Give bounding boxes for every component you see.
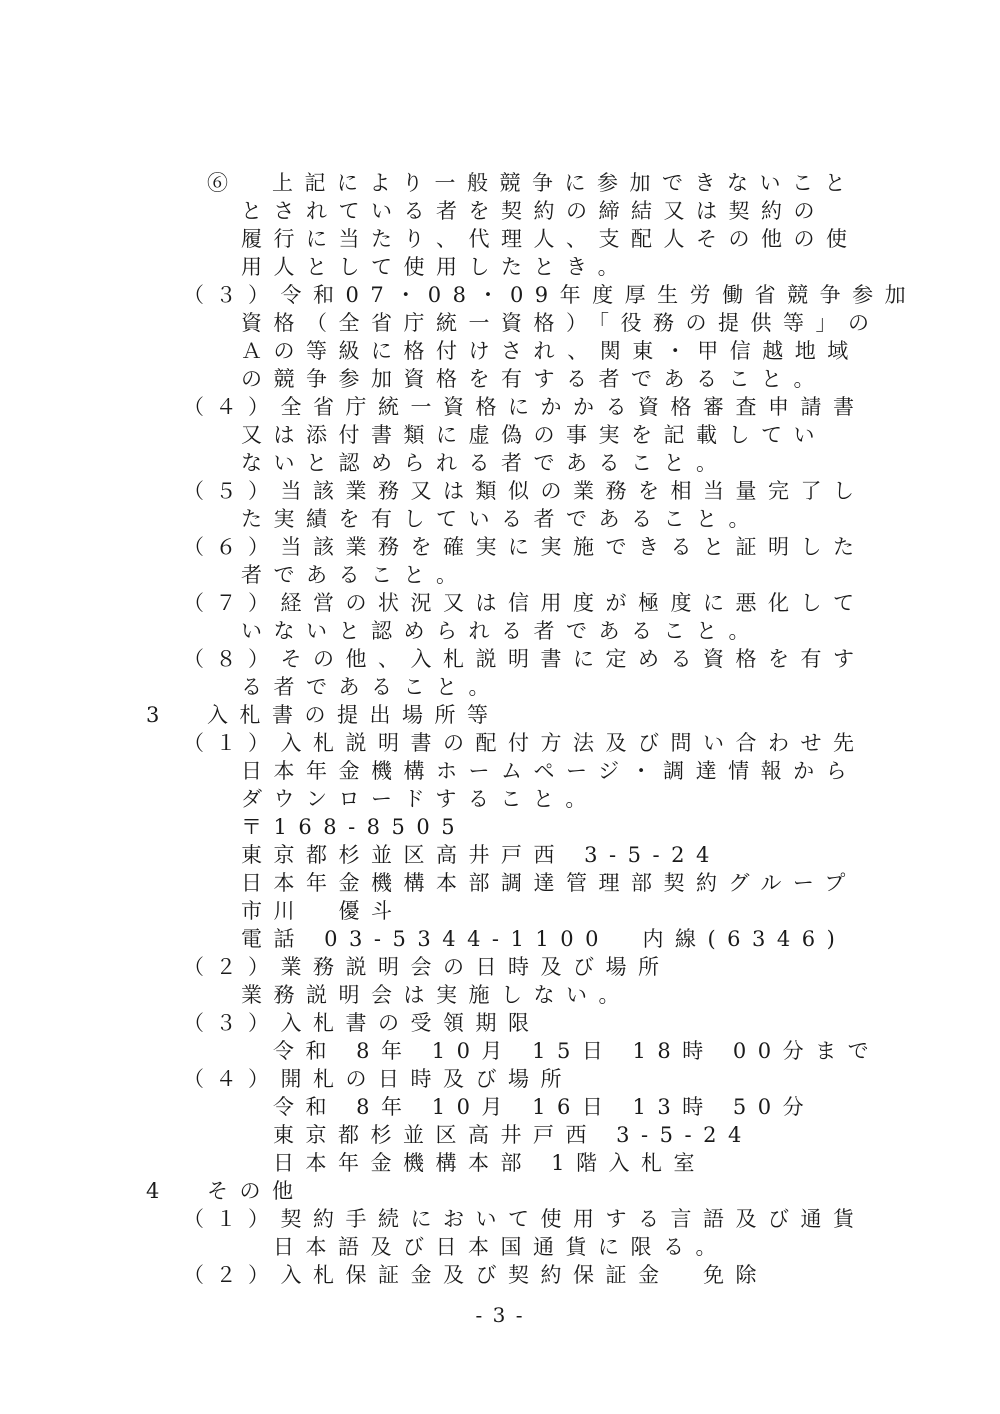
- text-line: ないと認められる者であること。: [241, 451, 729, 475]
- contact-name: 市川 優斗: [241, 899, 404, 923]
- text-line: ダウンロードすること。: [241, 787, 598, 811]
- text-line: た実績を有している者であること。: [241, 507, 761, 531]
- text-line: 者であること。: [241, 563, 469, 587]
- list-item-header: （３）入札書の受領期限: [183, 1011, 541, 1035]
- address: 東京都杉並区高井戸西 3-5-24: [273, 1123, 753, 1147]
- list-item-header: （２）業務説明会の日時及び場所: [183, 955, 671, 979]
- text-line: 資格（全省庁統一資格）「役務の提供等」の: [241, 311, 881, 335]
- postal-code: 〒168-8505: [241, 815, 467, 839]
- list-item-header: （２）入札保証金及び契約保証金 免除: [183, 1263, 768, 1287]
- text-line: 履行に当たり、代理人、支配人その他の使: [241, 227, 859, 251]
- list-item-header: （１）契約手続において使用する言語及び通貨: [183, 1207, 866, 1231]
- text-line: 日本語及び日本国通貨に限る。: [273, 1235, 728, 1259]
- opening-datetime: 令和 8年 10月 16日 13時 50分: [273, 1095, 816, 1119]
- section-heading: その他: [207, 1179, 305, 1203]
- list-item-header: （４）開札の日時及び場所: [183, 1067, 573, 1091]
- text-line: とされている者を契約の締結又は契約の: [241, 199, 826, 223]
- text-line: 業務説明会は実施しない。: [241, 983, 631, 1007]
- text-line: ⑥ 上記により一般競争に参加できないこと: [207, 171, 857, 195]
- list-item-header: （１）入札説明書の配付方法及び問い合わせ先: [183, 731, 866, 755]
- list-item-header: （３）令和07・08・09年度厚生労働省競争参加: [183, 283, 918, 307]
- list-item-header: （５）当該業務又は類似の業務を相当量完了し: [183, 479, 866, 503]
- list-item-header: （８）その他、入札説明書に定める資格を有す: [183, 647, 866, 671]
- text-line: の競争参加資格を有する者であること。: [241, 367, 826, 391]
- text-line: Ａの等級に格付けされ、関東・甲信越地域: [241, 339, 860, 363]
- section-heading: 入札書の提出場所等: [207, 703, 500, 727]
- venue: 日本年金機構本部 1階入札室: [273, 1151, 707, 1175]
- phone-number: 電話 03-5344-1100 内線(6346): [241, 927, 847, 951]
- section-number: 3: [146, 703, 160, 727]
- section-number: 4: [146, 1179, 160, 1203]
- address: 東京都杉並区高井戸西 3-5-24: [241, 843, 721, 867]
- text-line: 用人として使用したとき。: [241, 255, 631, 279]
- text-line: 日本年金機構ホームページ・調達情報から: [241, 759, 859, 783]
- list-item-header: （７）経営の状況又は信用度が極度に悪化して: [183, 591, 866, 615]
- list-item-header: （６）当該業務を確実に実施できると証明した: [183, 535, 866, 559]
- text-line: 又は添付書類に虚偽の事実を記載してい: [241, 423, 826, 447]
- department: 日本年金機構本部調達管理部契約グループ: [241, 871, 857, 895]
- page-number: - 3 -: [475, 1303, 525, 1327]
- text-line: る者であること。: [241, 675, 501, 699]
- list-item-header: （４）全省庁統一資格にかかる資格審査申請書: [183, 395, 866, 419]
- deadline-datetime: 令和 8年 10月 15日 18時 00分まで: [273, 1039, 881, 1063]
- text-line: いないと認められる者であること。: [241, 619, 761, 643]
